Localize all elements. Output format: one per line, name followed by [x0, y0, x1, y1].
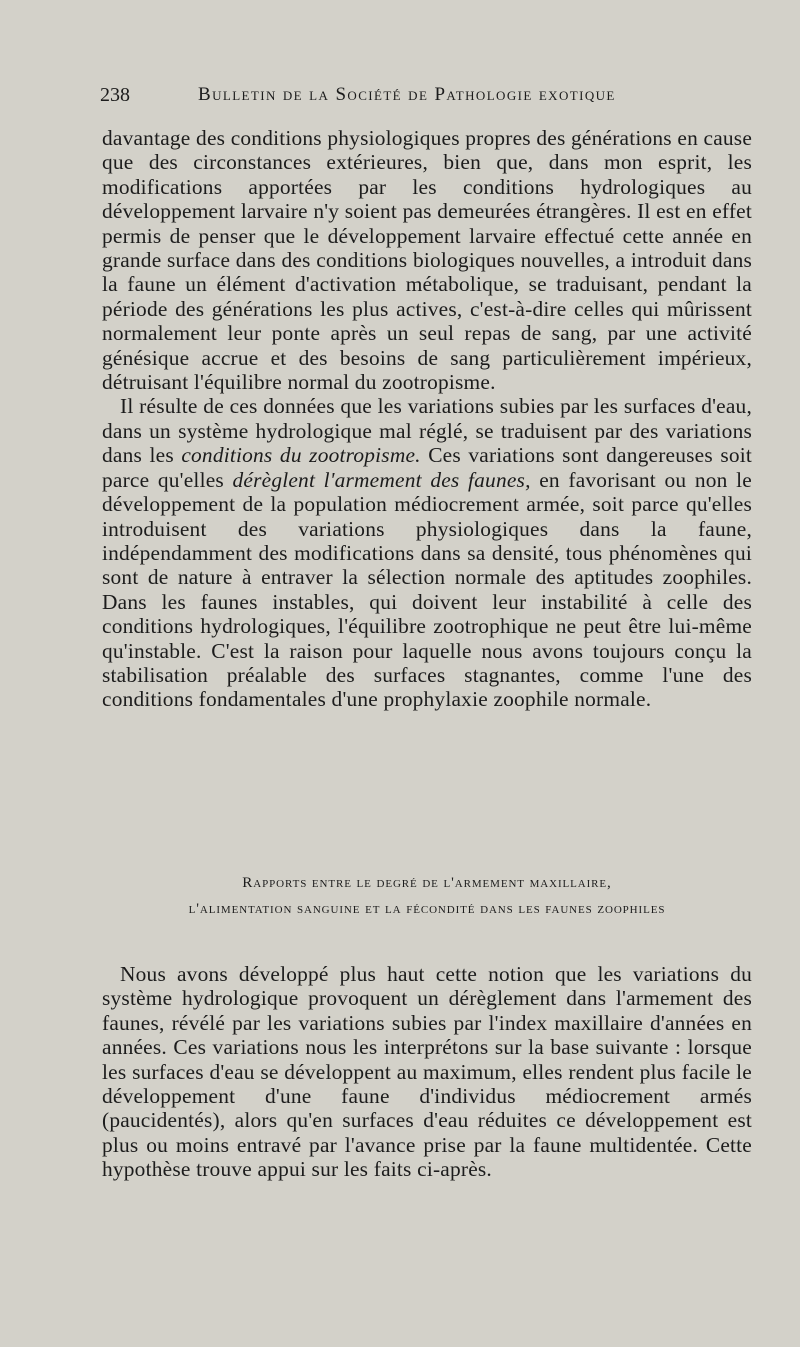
section-heading-line-1: Rapports entre le degré de l'armement maxillaire,: [242, 874, 612, 891]
section-heading: [102, 870, 752, 922]
page-number: 238: [100, 84, 130, 106]
section-heading-line-2: l'alimentation sanguine et la fécondité dans les faunes zoophiles: [188, 900, 666, 917]
italic-phrase-dereglent-armement: dérèglent l'armement des faunes,: [232, 467, 531, 492]
running-header: [100, 84, 760, 108]
paragraph-2: [102, 394, 752, 711]
paragraph-2-text-b: Ces variations sont dangereuses soit parce qu'elles: [102, 443, 753, 492]
journal-title: Bulletin de la Société de Pathologie exotique: [198, 84, 616, 105]
italic-phrase-conditions-zootropisme: conditions du zootropisme.: [181, 443, 421, 468]
paragraph-1: [102, 126, 752, 394]
paragraph-1-text: davantage des conditions physiologiques propres des générations en cause que des circonstances extérieures, bien que, dans mon esprit, les modifications apportées par les conditions hydrologiques au développement larvaire n'y soient pas demeurées étrangères. Il est en effet permis de penser que le développement larvaire effectué cette année en grande surface dans des conditions biologiques nouvelles, a introduit dans la faune un élément d'activation métabolique, se traduisant, pendant la période des générations les plus actives, c'est-à-dire celles qui mûrissent normalement leur ponte après un seul repas de sang, par une activité génésique accrue et des besoins de sang particulièrement impérieux, détruisant l'équilibre normal du zootropisme.: [102, 126, 753, 395]
paragraph-2-text-a: Il résulte de ces données que les variations subies par les surfaces d'eau, dans un système hydrologique mal réglé, se traduisent par des variations dans les: [102, 394, 752, 468]
paragraph-2-text-c: en favorisant ou non le développement de la population médiocrement armée, soit parce qu'elles introduisent des variations physiologiques dans la faune, indépendamment des modifications dans sa densité, tous phénomènes qui sont de nature à entraver la sélection normale des aptitudes zoophiles. Dans les faunes instables, qui doivent leur instabilité à celle des conditions hydrologiques, l'équilibre zootrophique ne peut être lui-même qu'instable. C'est la raison pour laquelle nous avons toujours conçu la stabilisation préalable des surfaces stagnantes, comme l'une des conditions fondamentales d'une prophylaxie zoophile normale.: [102, 467, 752, 712]
main-text: [102, 126, 752, 712]
section-text: [102, 962, 752, 1182]
section-paragraph: Nous avons développé plus haut cette notion que les variations du système hydrologique provoquent un dérèglement dans l'armement des faunes, révélé par les variations subies par l'index maxillaire d'années en années. Ces variations nous les interprétons sur la base suivante : lorsque les surfaces d'eau se développent au maximum, elles rendent plus facile le développement d'une faune d'individus médiocrement armés (paucidentés), alors qu'en surfaces d'eau réduites ce développement est plus ou moins entravé par l'avance prise par la faune multidentée. Cette hypothèse trouve appui sur les faits ci-après.: [102, 962, 752, 1182]
